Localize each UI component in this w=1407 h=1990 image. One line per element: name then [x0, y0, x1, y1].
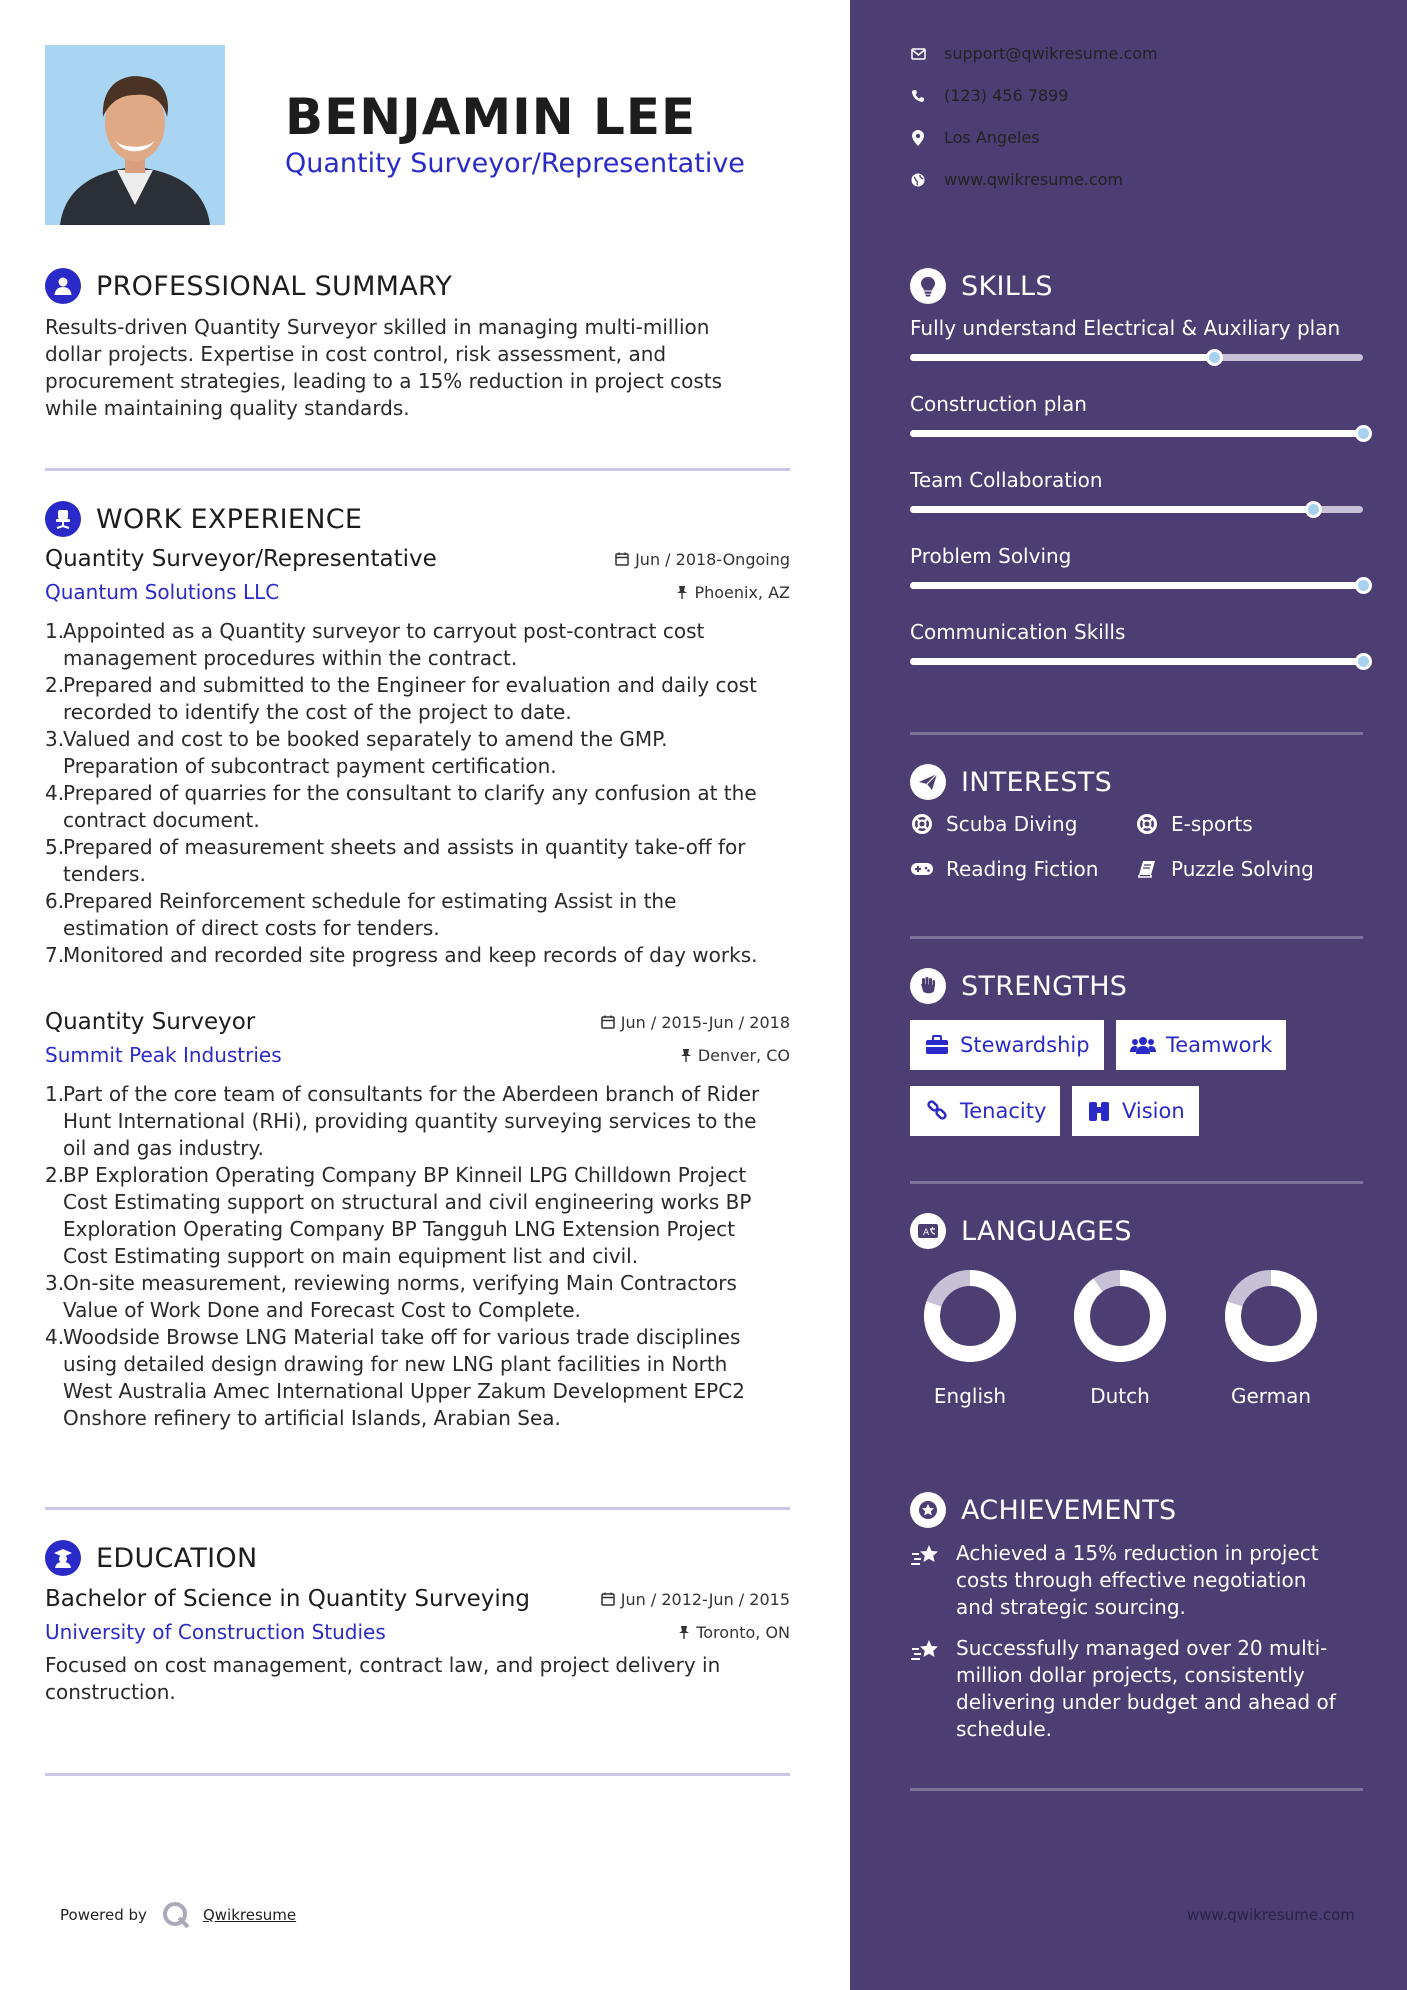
job-title: Quantity Surveyor/Representative — [45, 546, 437, 572]
summary-text — [45, 314, 790, 422]
language-label: German — [1230, 1384, 1312, 1408]
strength-badge — [1116, 1020, 1286, 1070]
interest-item — [1135, 812, 1253, 836]
summary-line: while maintaining quality standards. — [45, 396, 410, 420]
list-item: 2. BP Exploration Operating Company BP Kinneil LPG Chilldown Project Cost Estimating support on structural and civil engineering works BP Exploration Operating Company BP Tangguh LNG Extension Project Cost Estimating support on main equipment list and civil. — [45, 1163, 752, 1268]
job-location-text: Denver, CO — [697, 1045, 790, 1065]
achievement-line: costs through effective negotiation — [956, 1568, 1307, 1592]
interest-label: Puzzle Solving — [1171, 857, 1314, 881]
interest-label: E-sports — [1171, 812, 1253, 836]
profile-photo — [45, 45, 225, 225]
contact-email[interactable] — [910, 44, 1158, 63]
qwikresume-link[interactable]: Qwikresume — [202, 1906, 297, 1924]
calendar-icon — [615, 552, 629, 566]
svg-text:A: A — [923, 1228, 930, 1238]
globe-icon — [910, 172, 926, 188]
candidate-title: Quantity Surveyor/Representative — [285, 148, 745, 179]
skill-bar — [910, 430, 1363, 437]
experience-heading: WORK EXPERIENCE — [96, 503, 363, 535]
skill-bar-fill — [910, 658, 1363, 665]
list-item: 1. Appointed as a Quantity surveyor to carryout post-contract cost management procedures within the contract. — [45, 619, 705, 670]
interest-item — [910, 857, 1098, 881]
list-item: 3. Valued and cost to be booked separately to amend the GMP. Preparation of subcontract payment certification. — [45, 727, 668, 778]
languages-heading: LANGUAGES — [961, 1215, 1132, 1247]
summary-heading: PROFESSIONAL SUMMARY — [96, 270, 453, 302]
lightbulb-icon — [910, 268, 946, 304]
achievement-item — [910, 1635, 1363, 1743]
language-ring-fill — [1082, 1278, 1158, 1354]
education-entry — [45, 1586, 790, 1706]
skill-bar — [910, 582, 1363, 589]
email-text: support@qwikresume.com — [944, 44, 1158, 63]
job-date — [615, 550, 790, 569]
job-company: Summit Peak Industries — [45, 1043, 282, 1067]
calendar-icon — [601, 1015, 615, 1029]
shooting-star-icon — [910, 1540, 942, 1572]
contact-website[interactable] — [910, 170, 1123, 189]
language-item — [1065, 1266, 1175, 1408]
summary-section — [45, 266, 790, 422]
job-date-text: Jun / 2015-Jun / 2018 — [620, 1012, 790, 1032]
users-icon — [1130, 1032, 1156, 1058]
strength-label: Vision — [1122, 1099, 1185, 1123]
pushpin-icon — [680, 1048, 692, 1062]
pushpin-icon — [678, 1625, 690, 1639]
skill-item — [910, 392, 1363, 437]
link-icon — [924, 1098, 950, 1124]
language-ring — [1070, 1266, 1170, 1366]
candidate-name: BENJAMIN LEE — [285, 88, 697, 146]
summary-line: Results-driven Quantity Surveyor skilled in managing multi-million — [45, 315, 710, 339]
interests-heading: INTERESTS — [961, 766, 1113, 798]
achievement-item — [910, 1540, 1363, 1621]
achievements-section — [910, 1490, 1363, 1530]
skill-bar-fill — [910, 582, 1363, 589]
job-date — [601, 1013, 790, 1032]
school: University of Construction Studies — [45, 1620, 386, 1644]
skill-label: Communication Skills — [910, 620, 1126, 644]
paper-plane-icon — [910, 764, 946, 800]
job-date-text: Jun / 2018-Ongoing — [635, 549, 790, 569]
divider — [910, 732, 1363, 735]
experience-section — [45, 499, 790, 539]
strength-label: Tenacity — [960, 1099, 1047, 1123]
skill-bar-knob — [1355, 653, 1372, 670]
list-item: 4. Prepared of quarries for the consultant to clarify any confusion at the contract document. — [45, 781, 757, 832]
gamepad-icon — [910, 857, 934, 881]
job-location-text: Phoenix, AZ — [694, 582, 790, 602]
map-pin-icon — [910, 130, 926, 146]
life-ring-icon — [910, 812, 934, 836]
binoculars-icon — [1086, 1098, 1112, 1124]
skill-item — [910, 620, 1363, 665]
website-text: www.qwikresume.com — [944, 170, 1124, 189]
skill-bar — [910, 354, 1363, 361]
skill-label: Problem Solving — [910, 544, 1072, 568]
language-item — [915, 1266, 1025, 1408]
education-date-text: Jun / 2012-Jun / 2015 — [620, 1589, 790, 1609]
education-section — [45, 1538, 790, 1578]
interest-item — [1135, 857, 1314, 881]
divider — [910, 936, 1363, 939]
skill-bar-fill — [910, 354, 1214, 361]
skill-bar-fill — [910, 506, 1313, 513]
footer-branding — [60, 1900, 296, 1930]
list-item: 4. Woodside Browse LNG Material take off for various trade disciplines using detailed design drawing for new LNG plant facilities in North West Australia Amec International Upper Zakum Development EPC2 Onshore refinery to artificial Islands, Arabian Sea. — [45, 1325, 745, 1430]
list-item: 2. Prepared and submitted to the Engineer for evaluation and daily cost recorded to identify the cost of the project to date. — [45, 673, 757, 724]
skill-bar-knob — [1305, 501, 1322, 518]
star-badge-icon — [910, 1492, 946, 1528]
achievements-heading: ACHIEVEMENTS — [961, 1494, 1177, 1526]
list-item: 7. Monitored and recorded site progress and keep records of day works. — [45, 943, 758, 967]
powered-by-text: Powered by — [60, 1906, 147, 1924]
briefcase-icon — [924, 1032, 950, 1058]
skill-item — [910, 544, 1363, 589]
skill-bar — [910, 506, 1363, 513]
calendar-icon — [601, 1592, 615, 1606]
phone-icon — [910, 88, 926, 104]
book-icon — [1135, 857, 1159, 881]
divider — [910, 1181, 1363, 1184]
pushpin-icon — [676, 585, 688, 599]
achievement-line: schedule. — [956, 1717, 1052, 1741]
qwikresume-logo-icon — [161, 1900, 191, 1930]
achievement-line: Achieved a 15% reduction in project — [956, 1541, 1319, 1565]
life-ring-icon — [1135, 812, 1159, 836]
language-label: Dutch — [1090, 1384, 1150, 1408]
strength-badge — [910, 1020, 1104, 1070]
skill-bar-knob — [1355, 425, 1372, 442]
skill-item — [910, 468, 1363, 513]
interest-label: Scuba Diving — [946, 812, 1078, 836]
interest-label: Reading Fiction — [946, 857, 1099, 881]
education-description: Focused on cost management, contract law, and project delivery in construction. — [45, 1653, 721, 1704]
language-ring — [920, 1266, 1020, 1366]
contact-phone[interactable] — [910, 86, 1068, 105]
location-text: Los Angeles — [944, 128, 1040, 147]
education-date — [601, 1590, 790, 1609]
strengths-section — [910, 966, 1363, 1006]
list-item: 3. On-site measurement, reviewing norms, verifying Main Contractors Value of Work Done and Forecast Cost to Complete. — [45, 1271, 737, 1322]
list-item: 1. Part of the core team of consultants for the Aberdeen branch of Rider Hunt International (RHi), providing quantity surveying services to the oil and gas industry. — [45, 1082, 760, 1160]
education-location — [678, 1623, 790, 1642]
contact-location — [910, 128, 1040, 147]
skill-bar-fill — [910, 430, 1363, 437]
skills-heading: SKILLS — [961, 270, 1053, 302]
job-entry — [45, 546, 790, 969]
language-item — [1216, 1266, 1326, 1408]
user-icon — [45, 268, 81, 304]
envelope-icon — [910, 46, 926, 62]
interest-item — [910, 812, 1077, 836]
strength-badge — [910, 1086, 1060, 1136]
job-location — [680, 1046, 790, 1065]
achievement-line: and strategic sourcing. — [956, 1595, 1186, 1619]
strengths-heading: STRENGTHS — [961, 970, 1128, 1002]
translate-icon — [910, 1213, 946, 1249]
interests-section — [910, 762, 1363, 802]
strength-badge — [1072, 1086, 1199, 1136]
job-title: Quantity Surveyor — [45, 1009, 256, 1035]
job-entry — [45, 1009, 790, 1432]
skill-bar-knob — [1355, 577, 1372, 594]
job-company: Quantum Solutions LLC — [45, 580, 280, 604]
divider — [910, 1788, 1363, 1791]
job-location — [676, 583, 790, 602]
skill-label: Construction plan — [910, 392, 1087, 416]
summary-line: dollar projects. Expertise in cost control, risk assessment, and — [45, 342, 667, 366]
languages-section — [910, 1211, 1363, 1251]
footer-website[interactable]: www.qwikresume.com — [1187, 1906, 1355, 1924]
language-ring — [1221, 1266, 1321, 1366]
education-heading: EDUCATION — [96, 1542, 258, 1574]
phone-text: (123) 456 7899 — [944, 86, 1069, 105]
degree: Bachelor of Science in Quantity Surveying — [45, 1586, 530, 1612]
skill-bar-knob — [1206, 349, 1223, 366]
achievement-line: Successfully managed over 20 multi- — [956, 1636, 1328, 1660]
achievement-line: delivering under budget and ahead of — [956, 1690, 1336, 1714]
list-item: 6. Prepared Reinforcement schedule for estimating Assist in the estimation of direct costs for tenders. — [45, 889, 677, 940]
job-duties — [45, 1081, 790, 1432]
divider — [45, 1507, 790, 1510]
education-location-text: Toronto, ON — [696, 1622, 790, 1642]
strength-label: Stewardship — [960, 1033, 1090, 1057]
skill-label: Team Collaboration — [910, 468, 1103, 492]
skill-item — [910, 316, 1363, 361]
shooting-star-icon — [910, 1635, 942, 1667]
skill-bar — [910, 658, 1363, 665]
summary-line: procurement strategies, leading to a 15% reduction in project costs — [45, 369, 723, 393]
fist-icon — [910, 968, 946, 1004]
language-label: English — [933, 1384, 1007, 1408]
skill-label: Fully understand Electrical & Auxiliary plan — [910, 316, 1341, 340]
skills-section — [910, 266, 1363, 306]
office-chair-icon — [45, 501, 81, 537]
achievement-line: million dollar projects, consistently — [956, 1663, 1305, 1687]
strength-label: Teamwork — [1166, 1033, 1273, 1057]
divider — [45, 468, 790, 471]
graduate-icon — [45, 1540, 81, 1576]
job-duties — [45, 618, 790, 969]
divider — [45, 1773, 790, 1776]
list-item: 5. Prepared of measurement sheets and assists in quantity take-off for tenders. — [45, 835, 746, 886]
